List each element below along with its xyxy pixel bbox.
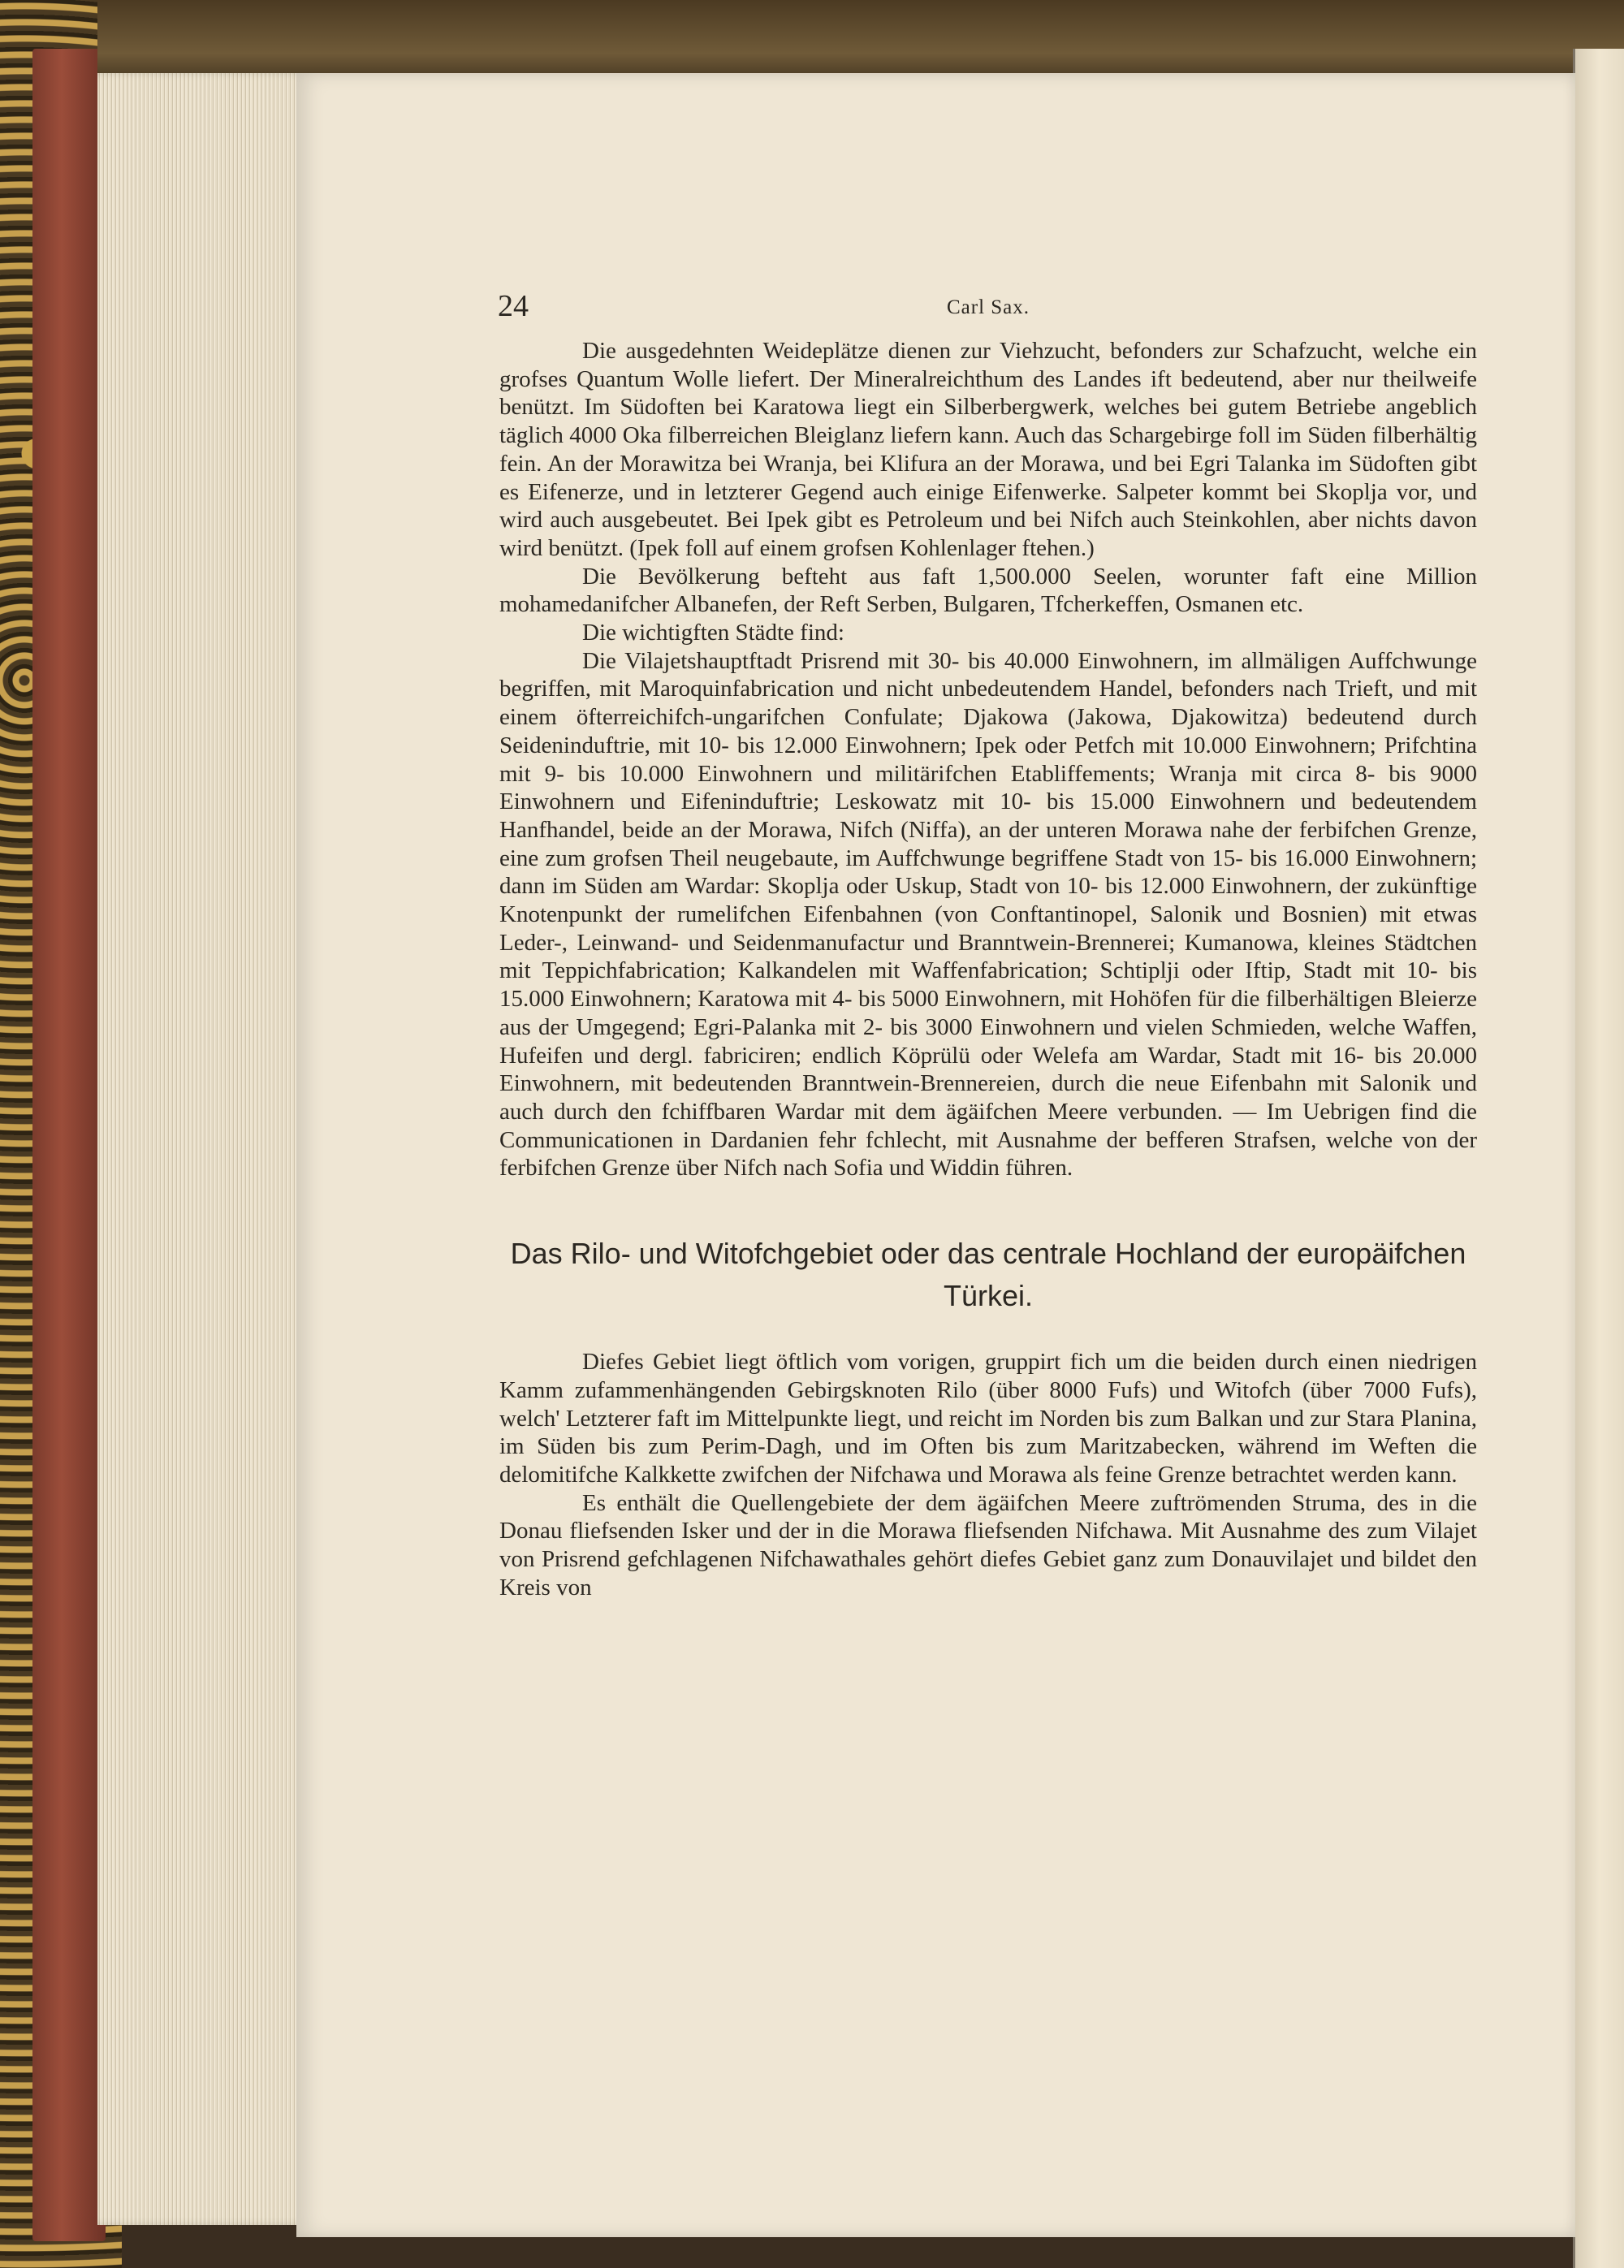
right-page-edge xyxy=(1573,49,1624,2268)
paragraph: Die Vilajetshauptftadt Prisrend mit 30- bis 40.000 Einwohnern, im allmäligen Auffchwunge begriffen, mit Maroquinfabrication und nicht unbedeutendem Handel, befonders nach Trieft, und mit einem öfterreichifch-ungarifchen Confulate; Djakowa (Jakowa, Djakowitza) bedeutend durch Seideninduftrie, mit 10- bis 12.000 Einwohnern; Ipek oder Petfch mit 10.000 Einwohnern; Prifchtina mit 9- bis 10.000 Einwohnern und militärifchen Etabliffements; Wranja mit circa 8- bis 9000 Einwohnern und Eifeninduftrie; Leskowatz mit 10- bis 15.000 Einwohnern und bedeutendem Hanfhandel, beide an der Morawa, Nifch (Niffa), an der unteren Morawa nahe der ferbifchen Grenze, eine zum grofsen Theil neugebaute, im Auffchwunge begriffene Stadt von 15- bis 16.000 Einwohnern; dann im Süden am Wardar: Skoplja oder Uskup, Stadt von 10- bis 12.000 Einwohnern, der zukünftige Knotenpunkt der rumelifchen Eifenbahnen (von Conftantinopel, Salonik und Bosnien) mit etwas Leder-, Leinwand- und Seidenmanufactur und Branntwein-Brennerei; Kumanowa, kleines Städtchen mit Teppichfabrication; Kalkandelen mit Waffenfabrication; Schtiplji oder Iftip, Stadt mit 10- bis 15.000 Einwohnern; Karatowa mit 4- bis 5000 Einwohnern, mit Hohöfen für die filberhältigen Bleierze aus der Umgegend; Egri-Palanka mit 2- bis 3000 Einwohnern und vielen Schmieden, welche Waffen, Hufeifen und dergl. fabriciren; endlich Köprülü oder Welefa am Wardar, Stadt mit 16- bis 20.000 Einwohnern, mit bedeutenden Branntwein-Brennereien, durch die neue Eifenbahn mit Salonik und auch durch den fchiffbaren Wardar mit dem ägäifchen Meere verbunden. — Im Uebrigen find die Communicationen in Dardanien fehr fchlecht, mit Ausnahme der befferen Strafsen, welche von der ferbifchen Grenze über Nifch nach Sofia und Widdin führen. xyxy=(499,647,1477,1182)
page-content xyxy=(499,288,1477,1601)
book-page xyxy=(296,73,1575,2237)
running-title: Carl Sax. xyxy=(946,296,1030,318)
paragraph: Es enthält die Quellengebiete der dem ägäifchen Meere zuftrömenden Struma, des in die Donau fliefsenden Isker und der in die Morawa fliefsenden Nifchawa. Mit Ausnahme des zum Vilajet von Prisrend gefchlagenen Nifchawathales gehört diefes Gebiet ganz zum Donauvilajet und bildet den Kreis von xyxy=(499,1489,1477,1601)
paragraph: Die wichtigften Städte find: xyxy=(582,620,844,646)
paragraph: Diefes Gebiet liegt öftlich vom vorigen, gruppirt fich um die beiden durch einen niedrigen Kamm zufammenhängenden Gebirgsknoten Rilo (über 8000 Fufs) und Witofch (über 7000 Fufs), welch' Letzterer faft im Mittelpunkte liegt, und reicht im Norden bis zum Balkan und zur Stara Planina, im Süden bis zum Perim-Dagh, und im Often bis zum Maritzabecken, während im Weften die delomitifche Kalkkette zwifchen der Nifchawa und Morawa als feine Grenze betrachtet werden kann. xyxy=(499,1349,1477,1488)
page-number: 24 xyxy=(498,289,529,323)
book-spine-edge xyxy=(32,49,106,2241)
section-heading: Das Rilo- und Witofchgebiet oder das centrale Hochland der europäifchen Türkei. xyxy=(510,1237,1466,1313)
running-head xyxy=(499,288,1477,337)
paragraph: Die ausgedehnten Weideplätze dienen zur Viehzucht, befonders zur Schafzucht, welche ein grofses Quantum Wolle liefert. Der Mineralreichthum des Landes ift bedeutend, aber nur theilweife benützt. Im Südoften bei Karatowa liegt ein Silberbergwerk, welches bei gutem Betriebe angeblich täglich 4000 Oka filberreichen Bleiglanz liefern kann. Auch das Schargebirge foll im Süden filberhältig fein. An der Morawitza bei Wranja, bei Klifura an der Morawa, und bei Egri Talanka im Südoften gibt es Eifenerze, und in letzterer Gegend auch einige Eifenwerke. Salpeter kommt bei Skoplja vor, und wird auch ausgebeutet. Bei Ipek gibt es Petroleum und bei Nifch auch Steinkohlen, aber nichts davon wird benützt. (Ipek foll auf einem grofsen Kohlenlager ftehen.) xyxy=(499,338,1477,561)
paragraph: Die Bevölkerung befteht aus faft 1,500.000 Seelen, worunter faft eine Million mohamedanifcher Albanefen, der Reft Serben, Bulgaren, Tfcherkeffen, Osmanen etc. xyxy=(499,563,1477,618)
page-stack xyxy=(97,73,309,2225)
